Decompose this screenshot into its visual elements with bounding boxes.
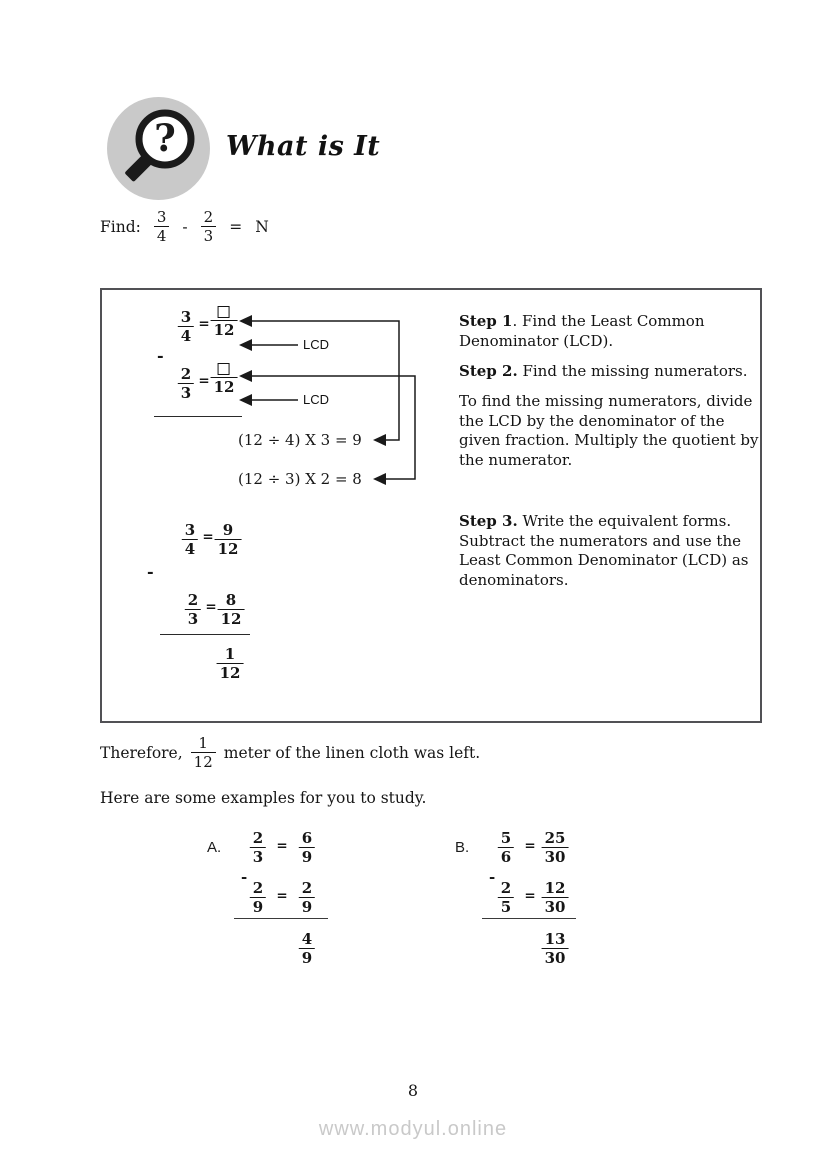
equals-sign: =: [198, 316, 210, 332]
equals-sign: =: [202, 529, 214, 545]
equals-sign: =: [524, 888, 536, 904]
example-label: A.: [207, 839, 222, 856]
step-2-explanation: To find the missing numerators, divide the LCD by the denominator of the given fraction. Multiply the quotient by the numerator.: [459, 392, 759, 469]
therefore-line: [100, 735, 480, 770]
equals-sign: =: [198, 373, 210, 389]
subtraction-line: [160, 634, 250, 635]
equivalent-fraction-missing-2: 12: [211, 360, 238, 395]
examples-intro: Here are some examples for you to study.: [100, 789, 427, 807]
step-3-text: Step 3. Write the equivalent forms. Subtract the numerators and use the Least Common Denominator (LCD) as denominators.: [459, 512, 749, 589]
subtraction-line: [234, 918, 328, 919]
equals-sign: =: [229, 217, 243, 236]
example-a: [205, 828, 360, 978]
lcd-label: LCD: [303, 392, 330, 407]
solution-box: [100, 288, 762, 723]
step-1-text: Step 1. Find the Least Common Denominator (LCD).: [459, 312, 705, 350]
fraction-3-4: $\frac{3}{4}$: [182, 522, 198, 557]
watermark: www.modyul.online: [318, 1118, 508, 1140]
steps-column: [459, 290, 765, 725]
equivalent-fraction: $\frac{6}{9}$: [299, 830, 315, 865]
therefore-suffix: meter of the linen cloth was left.: [223, 743, 481, 762]
subtraction-line: [154, 416, 242, 417]
equals-sign: =: [205, 599, 217, 615]
result-fraction: $\frac{13}{30}$: [542, 931, 569, 966]
fraction: $\frac{2}{5}$: [498, 880, 514, 915]
missing-numerator-calc-2: (12 ÷ 3) X 2 = 8: [238, 470, 362, 488]
fraction-1-12: $\frac{1}{12}$: [191, 735, 216, 770]
fraction-2-3: $\frac{2}{3}$: [178, 366, 194, 401]
page-number: 8: [407, 1081, 419, 1100]
equivalent-fraction-missing-1: 12: [211, 303, 238, 338]
magnifier-question-icon: [107, 97, 210, 200]
equivalent-fraction: $\frac{25}{30}$: [542, 830, 569, 865]
svg-text:?: ?: [154, 116, 176, 160]
result-fraction-1-12: $\frac{1}{12}$: [217, 646, 244, 681]
missing-numerator-calc-1: (12 ÷ 4) X 3 = 9: [238, 431, 362, 449]
missing-numerator-box: [218, 306, 230, 318]
fraction-subtrahend: $\frac{2}{3}$: [201, 209, 217, 244]
fraction: $\frac{5}{6}$: [498, 830, 514, 865]
equivalent-fraction: $\frac{2}{9}$: [299, 880, 315, 915]
find-label: Find:: [100, 217, 141, 236]
fraction: $\frac{2}{3}$: [250, 830, 266, 865]
step-2-text: Step 2. Find the missing numerators.: [459, 362, 748, 380]
example-b: [453, 828, 608, 978]
lcd-label: LCD: [303, 337, 330, 352]
equivalent-fraction: $\frac{12}{30}$: [542, 880, 569, 915]
equivalent-fraction-8-12: $\frac{8}{12}$: [218, 592, 245, 627]
fraction: $\frac{2}{9}$: [250, 880, 266, 915]
example-label: B.: [455, 839, 470, 856]
find-result: N: [255, 217, 269, 236]
equals-sign: =: [524, 838, 536, 854]
therefore-prefix: Therefore,: [100, 743, 183, 762]
equals-sign: =: [276, 888, 288, 904]
fraction-minuend: $\frac{3}{4}$: [154, 209, 170, 244]
minus-sign: -: [157, 346, 164, 365]
equivalent-fraction-9-12: $\frac{9}{12}$: [215, 522, 242, 557]
equals-sign: =: [276, 838, 288, 854]
minus-sign: -: [147, 562, 154, 581]
minus-sign: -: [489, 868, 496, 886]
fraction-2-3: $\frac{2}{3}$: [185, 592, 201, 627]
result-fraction: $\frac{4}{9}$: [299, 931, 315, 966]
subtraction-line: [482, 918, 576, 919]
minus-sign: -: [182, 217, 188, 236]
missing-numerator-box: [218, 363, 230, 375]
minus-sign: -: [241, 868, 248, 886]
find-line: [100, 209, 269, 244]
fraction-3-4: $\frac{3}{4}$: [178, 309, 194, 344]
section-title: What is It: [226, 131, 381, 162]
